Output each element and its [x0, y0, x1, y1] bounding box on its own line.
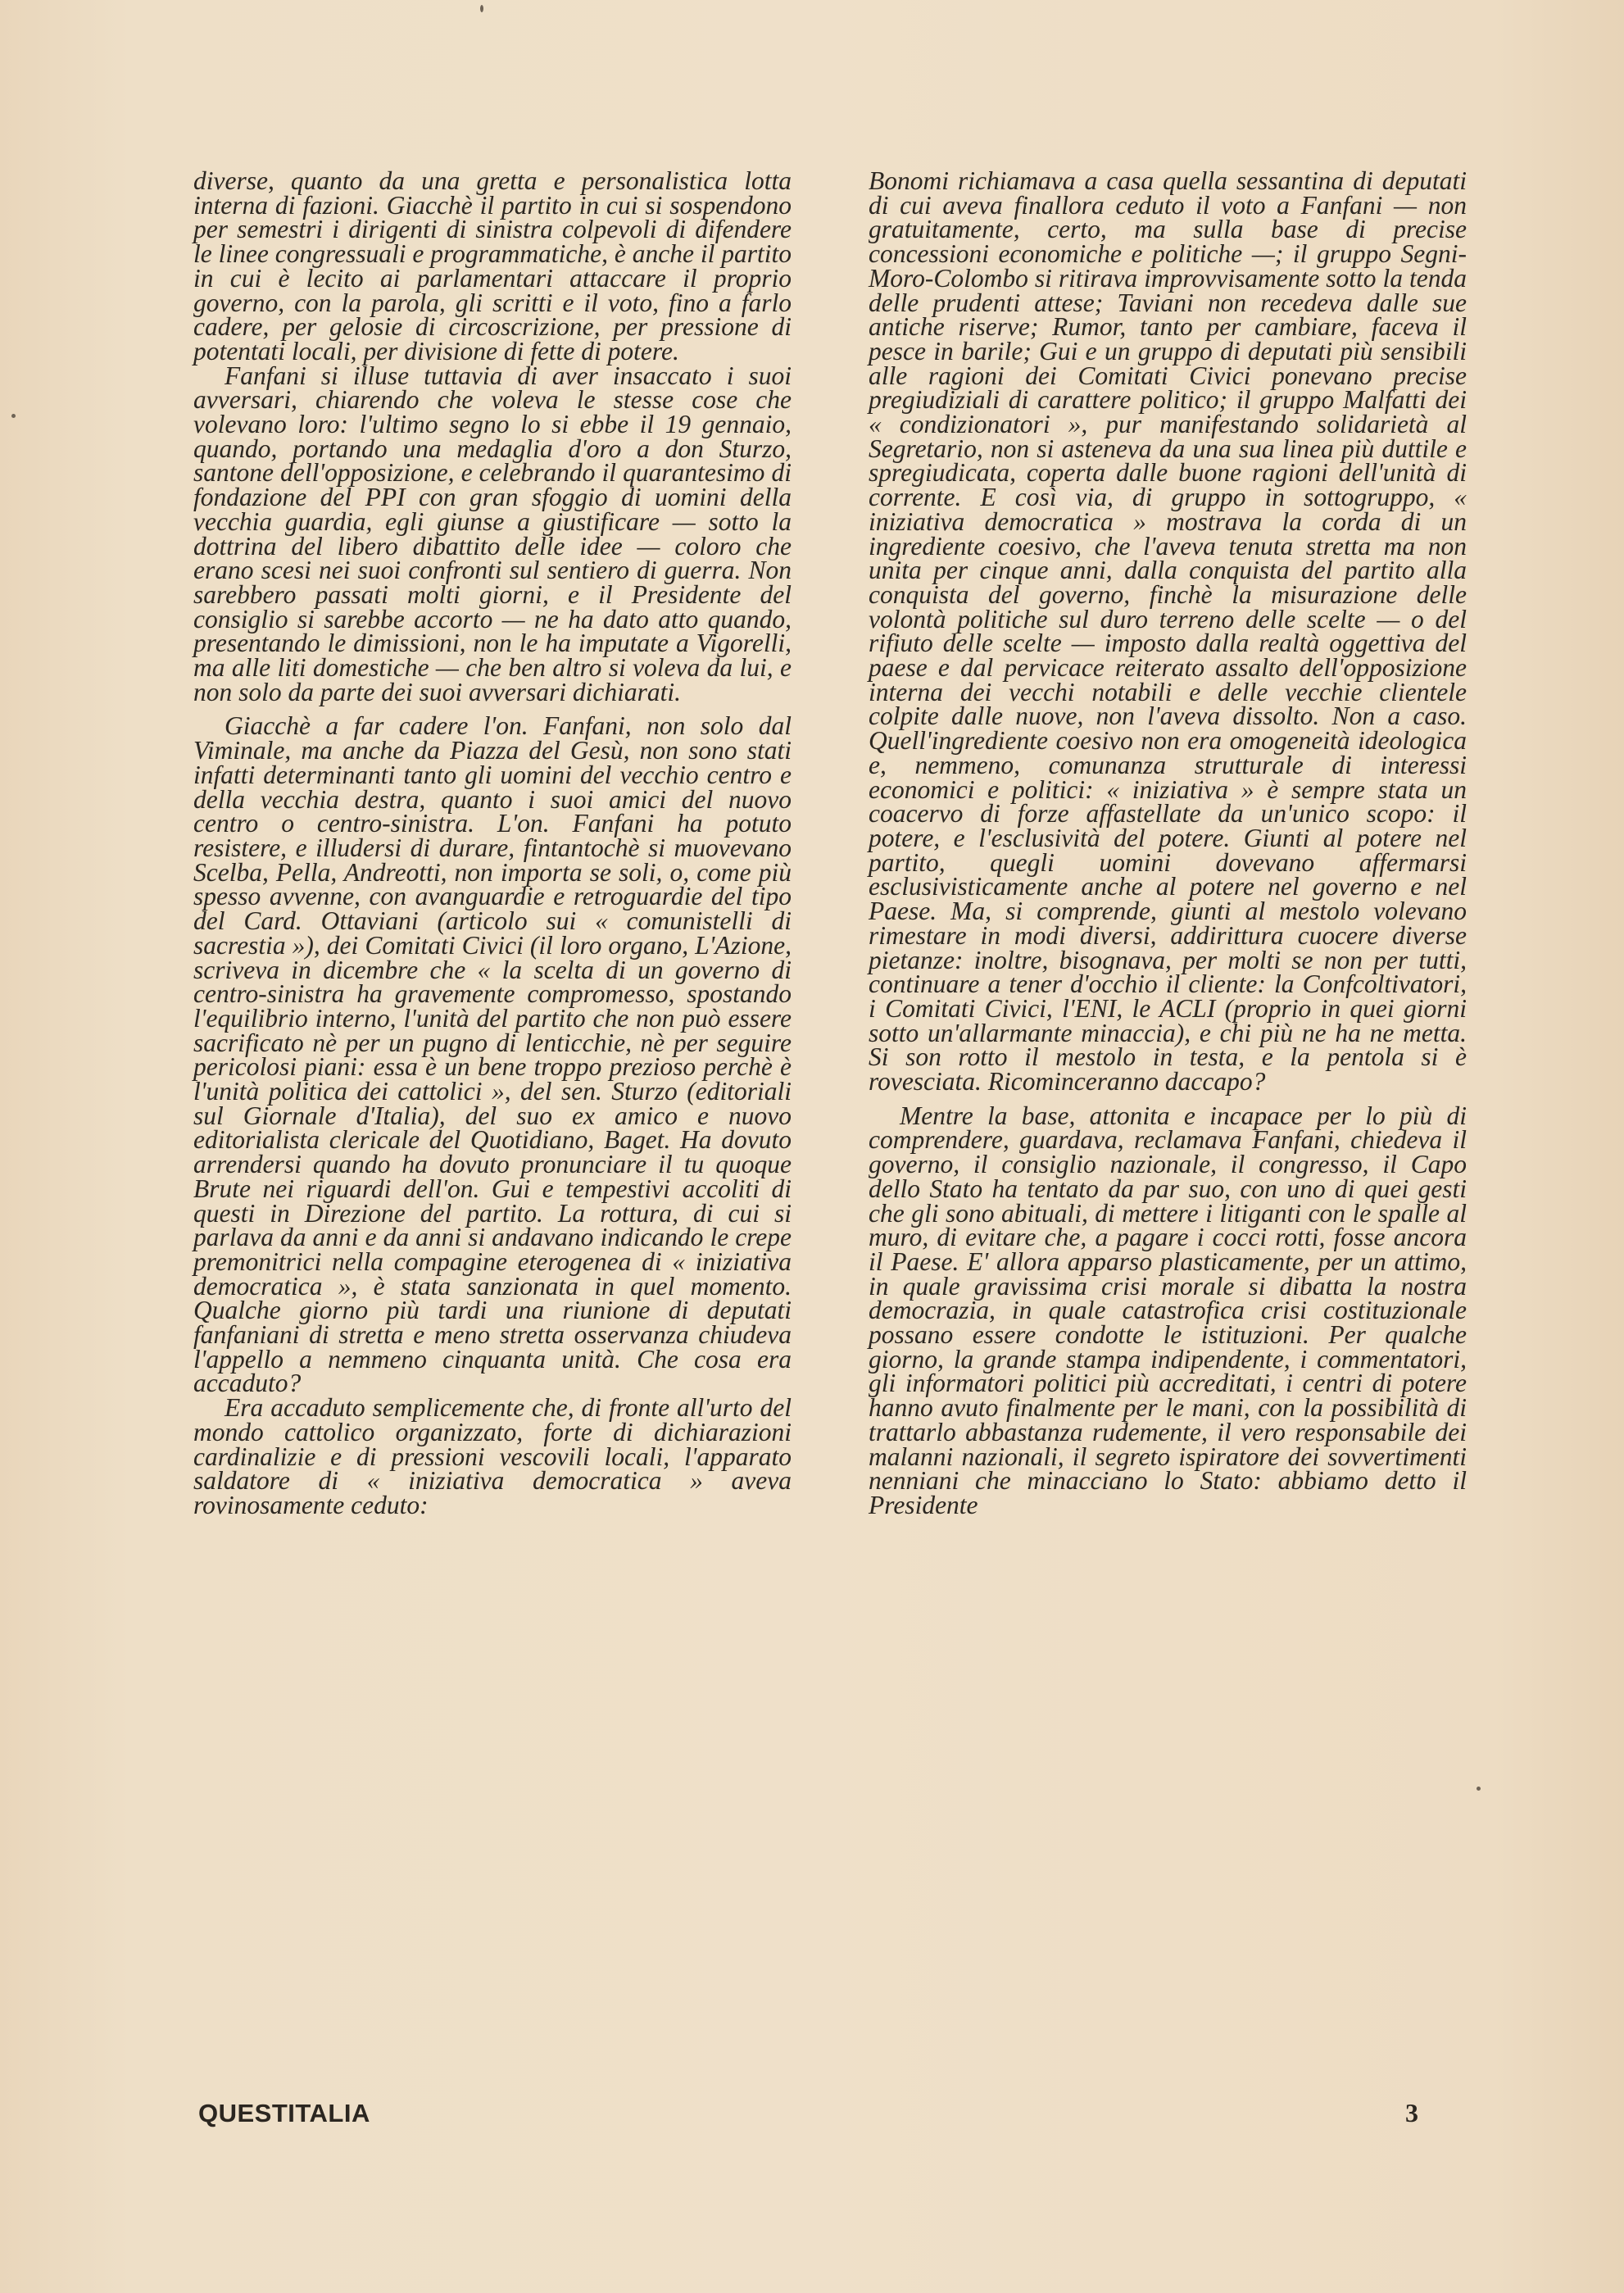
paper-speck	[480, 5, 483, 12]
paragraph: diverse, quanto da una gretta e personalistica lotta interna di fazioni. Giacchè il partito in cui si sospendono per semestri i dirigenti di sinistra colpevoli di difendere le linee congressuali e programmatiche, è anche il partito in cui è lecito ai parlamentari attaccare il proprio governo, con la parola, gli scritti e il voto, fino a farlo cadere, per gelosie di circoscrizione, per pressione di potentati locali, per divisione di fette di potere.	[193, 166, 792, 366]
paragraph: Era accaduto semplicemente che, di fronte all'urto del mondo cattolico organizzato, forte di dichiarazioni cardinalizie e di pressioni vescovili locali, l'apparato saldatore di « iniziativa democratica » aveva rovinosamente ceduto:	[193, 1393, 792, 1519]
paragraph: Mentre la base, attonita e incapace per lo più di comprendere, guardava, reclamava Fanfani, chiedeva il governo, il consiglio nazionale, il congresso, il Capo dello Stato ha tentato da par suo, con uno di quei gesti che gli sono abituali, di mettere i litiganti con le spalle al muro, di evitare che, a pagare i cocci rotti, fosse ancora il Paese. E' allora apparso plasticamente, per un attimo, in quale gravissima crisi morale si dibatta la nostra democrazia, in quale catastrofica crisi costituzionale possano essere condotte le istituzioni. Per qualche giorno, la grande stampa indipendente, i commentatori, gli informatori politici più accreditati, i centri di potere hanno avuto finalmente per le mani, con la possibilità di trattarlo abbastanza rudemente, il vero responsabile dei malanni nazionali, il segreto ispiratore dei sovvertimenti nenniani che minacciano lo Stato: abbiamo detto il Presidente	[869, 1101, 1467, 1519]
page-number: 3	[1405, 2098, 1418, 2127]
paper-speck	[11, 414, 16, 418]
publication-name: QUESTITALIA	[198, 2099, 370, 2127]
paragraph: Bonomi richiamava a casa quella sessantina di deputati di cui aveva finallora ceduto il voto a Fanfani — non gratuitamente, certo, ma sulla base di precise concessioni economiche e politiche —; il gruppo Segni-Moro-Colombo si ritirava improvvisamente sotto la tenda delle prudenti attese; Taviani non recedeva dalle sue antiche riserve; Rumor, tanto per cambiare, faceva il pesce in barile; Gui e un gruppo di deputati più sensibili alle ragioni dei Comitati Civici ponevano precise pregiudiziali di carattere politico; il gruppo Malfatti dei « condizionatori », pur manifestando solidarietà al Segretario, non si asteneva da una sua linea più duttile e spregiudicata, coperta dalle buone ragioni dell'unità di corrente. E così via, di gruppo in sottogruppo, « iniziativa democratica » mostrava la corda di un ingrediente coesivo, che l'aveva tenuta stretta ma non unita per cinque anni, dalla conquista del partito alla conquista del governo, finchè la misurazione delle volontà politiche sul duro terreno delle scelte — o del rifiuto delle scelte — imposto dalla realtà oggettiva del paese e dal pervicace reiterato assalto dell'opposizione interna dei vecchi notabili e delle vecchie clientele colpite dalle nuove, non l'aveva dissolto. Non a caso. Quell'ingrediente coesivo non era omogeneità ideologica e, nemmeno, comunanza strutturale di interessi economici e politici: « iniziativa » è sempre stata un coacervo di forze affastellate da un'unico scopo: il potere, e l'esclusività del potere. Giunti al potere nel partito, quegli uomini dovevano affermarsi esclusivisticamente anche al potere nel governo e nel Paese. Ma, si comprende, giunti al mestolo volevano rimestare in modi diversi, addirittura cuocere diverse pietanze: inoltre, bisognava, per molti se non per tutti, continuare a tener d'occhio il cliente: la Confcoltivatori, i Comitati Civici, l'ENI, le ACLI (proprio in quei giorni sotto un'allarmante minaccia), e chi più ne ha ne metta. Si son rotto il mestolo in testa, e la pentola si è rovesciata. Ricominceranno daccapo?	[869, 166, 1467, 1097]
left-text-column	[193, 166, 792, 1519]
paper-speck	[1477, 1787, 1481, 1791]
paragraph: Fanfani si illuse tuttavia di aver insaccato i suoi avversari, chiarendo che voleva le stesse cose che volevano loro: l'ultimo segno lo si ebbe il 19 gennaio, quando, portando una medaglia d'oro a don Sturzo, santone dell'opposizione, e celebrando il quarantesimo di fondazione del PPI con gran sfoggio di uomini della vecchia guardia, egli giunse a giustificare — sotto la dottrina del libero dibattito delle idee — coloro che erano scesi nei suoi confronti sul sentiero di guerra. Non sarebbero passati molti giorni, e il Presidente del consiglio si sarebbe accorto — ne ha dato atto quando, presentando le dimissioni, non le ha imputate a Vigorelli, ma alle liti domestiche — che ben altro si voleva da lui, e non solo da parte dei suoi avversari dichiarati.	[193, 361, 792, 706]
right-text-column	[869, 166, 1467, 1519]
paragraph: Giacchè a far cadere l'on. Fanfani, non solo dal Viminale, ma anche da Piazza del Gesù, non sono stati infatti determinanti tanto gli uomini del vecchio centro e della vecchia destra, quanto i suoi amici del nuovo centro o centro-sinistra. L'on. Fanfani ha potuto resistere, e illudersi di durare, fintantochè si muovevano Scelba, Pella, Andreotti, non importa se soli, o, come più spesso avvenne, con avanguardie e retroguardie del tipo del Card. Ottaviani (articolo sui « comunistelli di sacrestia »), dei Comitati Civici (il loro organo, L'Azione, scriveva in dicembre che « la scelta di un governo di centro-sinistra ha gravemente compromesso, spostando l'equilibrio interno, l'unità del partito che non può essere sacrificato nè per un pugno di lenticchie, nè per seguire pericolosi piani: essa è un bene troppo prezioso perchè è l'unità politica dei cattolici », del sen. Sturzo (editoriali sul Giornale d'Italia), del suo ex amico e nuovo editorialista clericale del Quotidiano, Baget. Ha dovuto arrendersi quando ha dovuto pronunciare il tu quoque Brute nei riguardi dell'on. Gui e tempestivi accoliti di questi in Direzione del partito. La rottura, di cui si parlava da anni e da anni si andavano indicando le crepe premonitrici nella compagine eterogenea di « iniziativa democratica », è stata sanzionata in quel momento. Qualche giorno più tardi una riunione di deputati fanfaniani di stretta e meno stretta osservanza chiudeva l'appello a nemmeno cinquanta unità. Che cosa era accaduto?	[193, 711, 792, 1398]
